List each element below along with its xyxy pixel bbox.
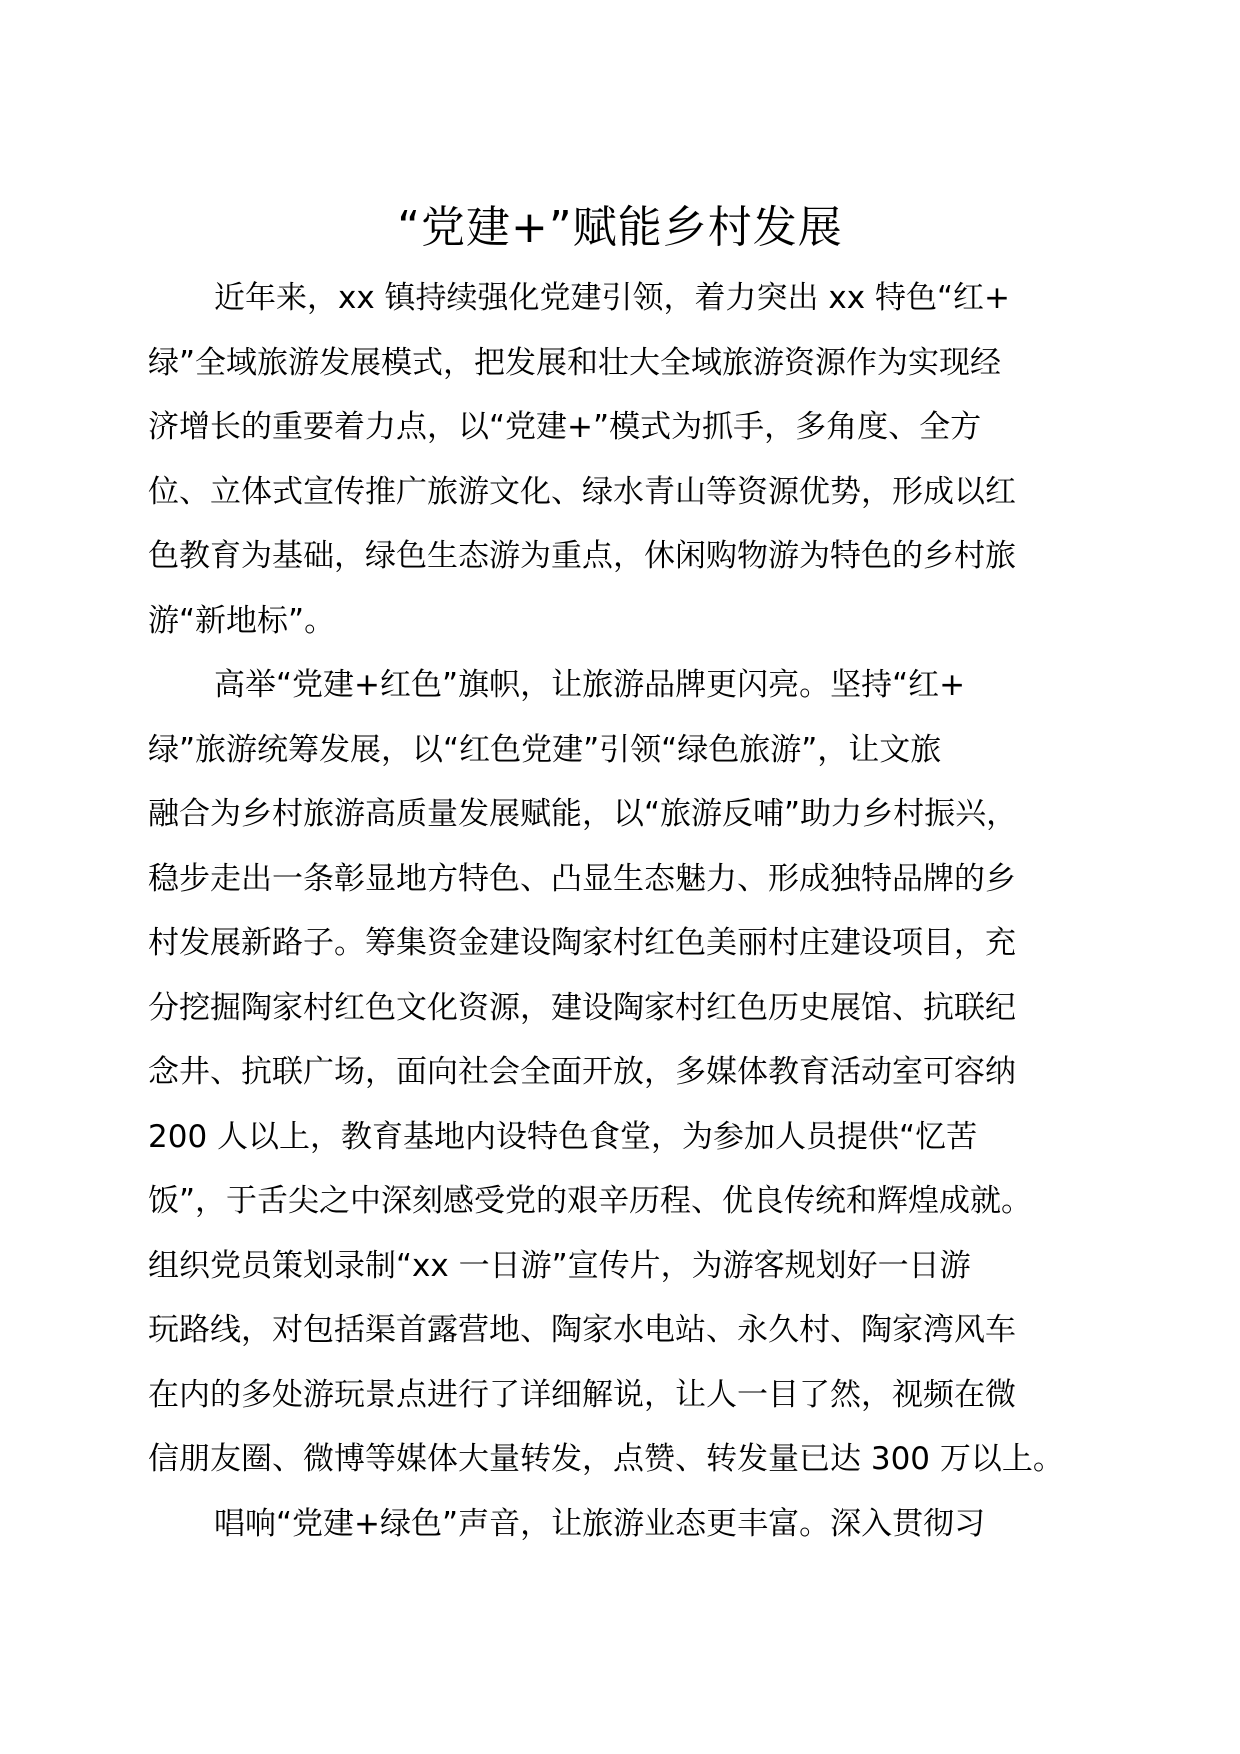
paragraph-green-tourism [148,1492,1118,1557]
paragraph-line: 绿”旅游统筹发展，以“红色党建”引领“绿色旅游”，让文旅 [148,731,942,768]
paragraph-line: 济增长的重要着力点，以“党建+”模式为抓手，多角度、全方 [148,409,982,445]
paragraph-line: 分挖掘陶家村红色文化资源，建设陶家村红色历史展馆、抗联纪 [148,989,1016,1026]
paragraph-line: 唱响“党建+绿色”声音，让旅游业态更丰富。深入贯彻习 [214,1505,986,1542]
paragraph-red-tourism [148,653,1118,1492]
paragraph-line: 稳步走出一条彰显地方特色、凸显生态魅力、形成独特品牌的乡 [148,860,1016,897]
paragraph-line: 融合为乡村旅游高质量发展赋能，以“旅游反哺”助力乡村振兴， [148,796,1018,832]
paragraph-line: 玩路线，对包括渠首露营地、陶家水电站、永久村、陶家湾风车 [148,1312,1016,1348]
document-title: “党建+”赋能乡村发展 [397,202,843,253]
paragraph-line: 高举“党建+红色”旗帜，让旅游品牌更闪亮。坚持“红+ [214,667,966,703]
paragraph-intro [148,266,1118,653]
paragraph-line: 饭”，于舌尖之中深刻感受党的艰辛历程、优良传统和辉煌成就。 [148,1183,1033,1219]
paragraph-line: 在内的多处游玩景点进行了详细解说，让人一目了然，视频在微 [148,1376,1016,1413]
paragraph-line: 念井、抗联广场，面向社会全面开放，多媒体教育活动室可容纳 [148,1054,1016,1090]
document-body [148,266,1118,1556]
paragraph-line: 近年来，xx 镇持续强化党建引领，着力突出 xx 特色“红+ [214,280,1010,316]
paragraph-line: 组织党员策划录制“xx 一日游”宣传片，为游客规划好一日游 [148,1247,971,1284]
paragraph-line: 信朋友圈、微博等媒体大量转发，点赞、转发量已达 300 万以上。 [148,1441,1064,1477]
paragraph-line: 200 人以上，教育基地内设特色食堂，为参加人员提供“忆苦 [148,1118,978,1155]
paragraph-line: 绿”全域旅游发展模式，把发展和壮大全域旅游资源作为实现经 [148,344,1002,381]
paragraph-line: 游“新地标”。 [148,602,336,639]
paragraph-line: 村发展新路子。筹集资金建设陶家村红色美丽村庄建设项目，充 [148,925,1016,961]
paragraph-line: 位、立体式宣传推广旅游文化、绿水青山等资源优势，形成以红 [148,473,1016,510]
paragraph-line: 色教育为基础，绿色生态游为重点，休闲购物游为特色的乡村旅 [148,538,1016,574]
